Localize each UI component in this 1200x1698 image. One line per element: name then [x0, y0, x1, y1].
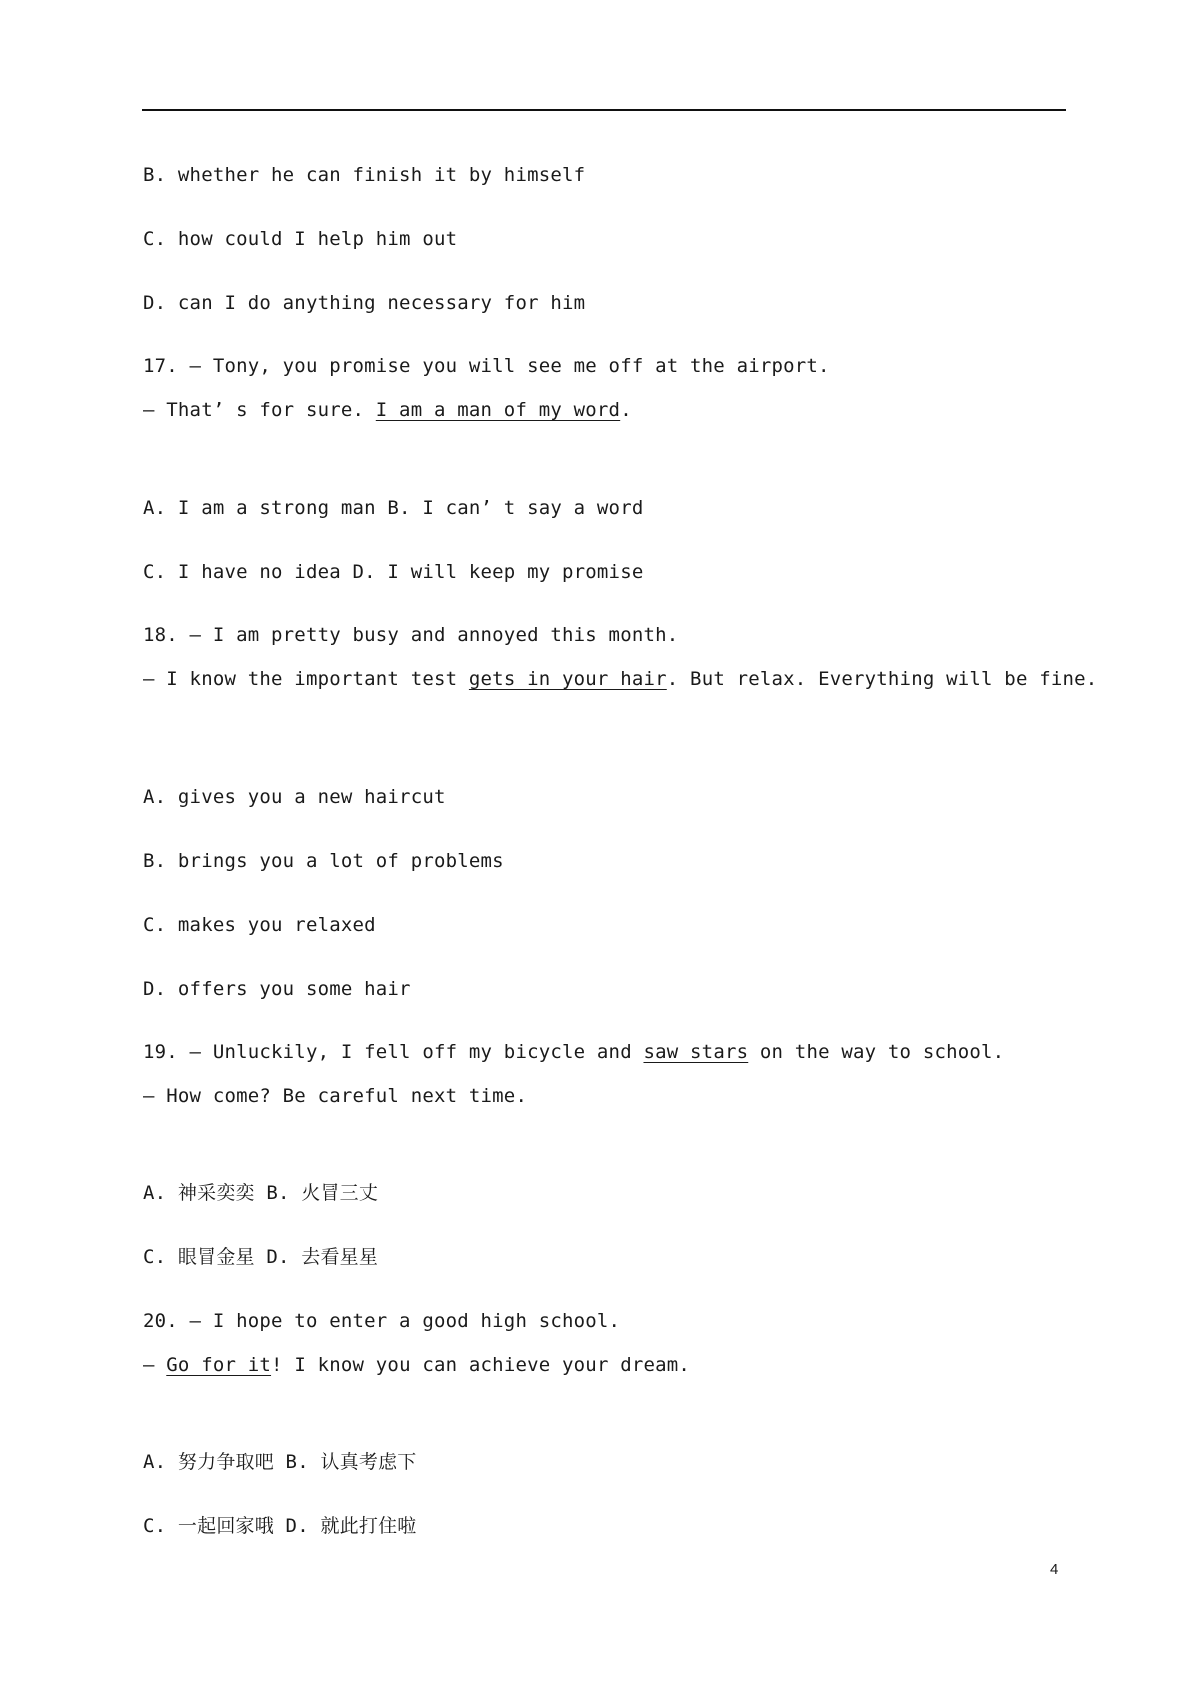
- q18-option-b: B. brings you a lot of problems: [143, 850, 504, 872]
- q18-reply: [143, 667, 1097, 691]
- q17-reply: [143, 398, 632, 422]
- q19-prompt-tail: on the way to school.: [748, 1041, 1005, 1063]
- q16-option-d: D. can I do anything necessary for him: [143, 292, 586, 314]
- q20-reply-lead: —: [143, 1354, 167, 1376]
- q17-reply-lead: — That’ s for sure.: [143, 399, 376, 421]
- q19-reply: — How come? Be careful next time.: [143, 1085, 528, 1107]
- q17-underlined-phrase: I am a man of my word: [375, 399, 621, 421]
- q18-reply-tail: . But relax. Everything will be fine.: [666, 668, 1098, 690]
- q17-options-cd: C. I have no idea D. I will keep my promise: [143, 561, 644, 583]
- q19-prompt: [143, 1040, 1004, 1064]
- q17-reply-tail: .: [620, 399, 632, 421]
- q20-prompt: 20. — I hope to enter a good high school.: [143, 1310, 621, 1332]
- q16-option-b: B. whether he can finish it by himself: [143, 164, 586, 186]
- q19-underlined-phrase: saw stars: [643, 1041, 749, 1063]
- q18-underlined-phrase: gets in your hair: [468, 668, 667, 690]
- q18-option-d: D. offers you some hair: [143, 978, 411, 1000]
- q18-option-c: C. makes you relaxed: [143, 914, 376, 936]
- q20-options-cd: C. 一起回家哦 D. 就此打住啦: [143, 1515, 417, 1537]
- q20-underlined-phrase: Go for it: [166, 1354, 272, 1376]
- header-rule: [142, 109, 1066, 111]
- q16-option-c: C. how could I help him out: [143, 228, 458, 250]
- q19-prompt-lead: 19. — Unluckily, I fell off my bicycle and: [143, 1041, 644, 1063]
- q19-options-ab: A. 神采奕奕 B. 火冒三丈: [143, 1182, 379, 1204]
- q17-options-ab: A. I am a strong man B. I can’ t say a word: [143, 497, 644, 519]
- q17-prompt: 17. — Tony, you promise you will see me off at the airport.: [143, 355, 830, 377]
- q20-options-ab: A. 努力争取吧 B. 认真考虑下: [143, 1451, 417, 1473]
- page-number: 4: [1050, 1561, 1059, 1578]
- q18-reply-lead: — I know the important test: [143, 668, 469, 690]
- q20-reply-tail: ! I know you can achieve your dream.: [271, 1354, 691, 1376]
- q19-options-cd: C. 眼冒金星 D. 去看星星: [143, 1246, 379, 1268]
- q20-reply: [143, 1353, 690, 1377]
- q18-prompt: 18. — I am pretty busy and annoyed this month.: [143, 624, 679, 646]
- q18-option-a: A. gives you a new haircut: [143, 786, 446, 808]
